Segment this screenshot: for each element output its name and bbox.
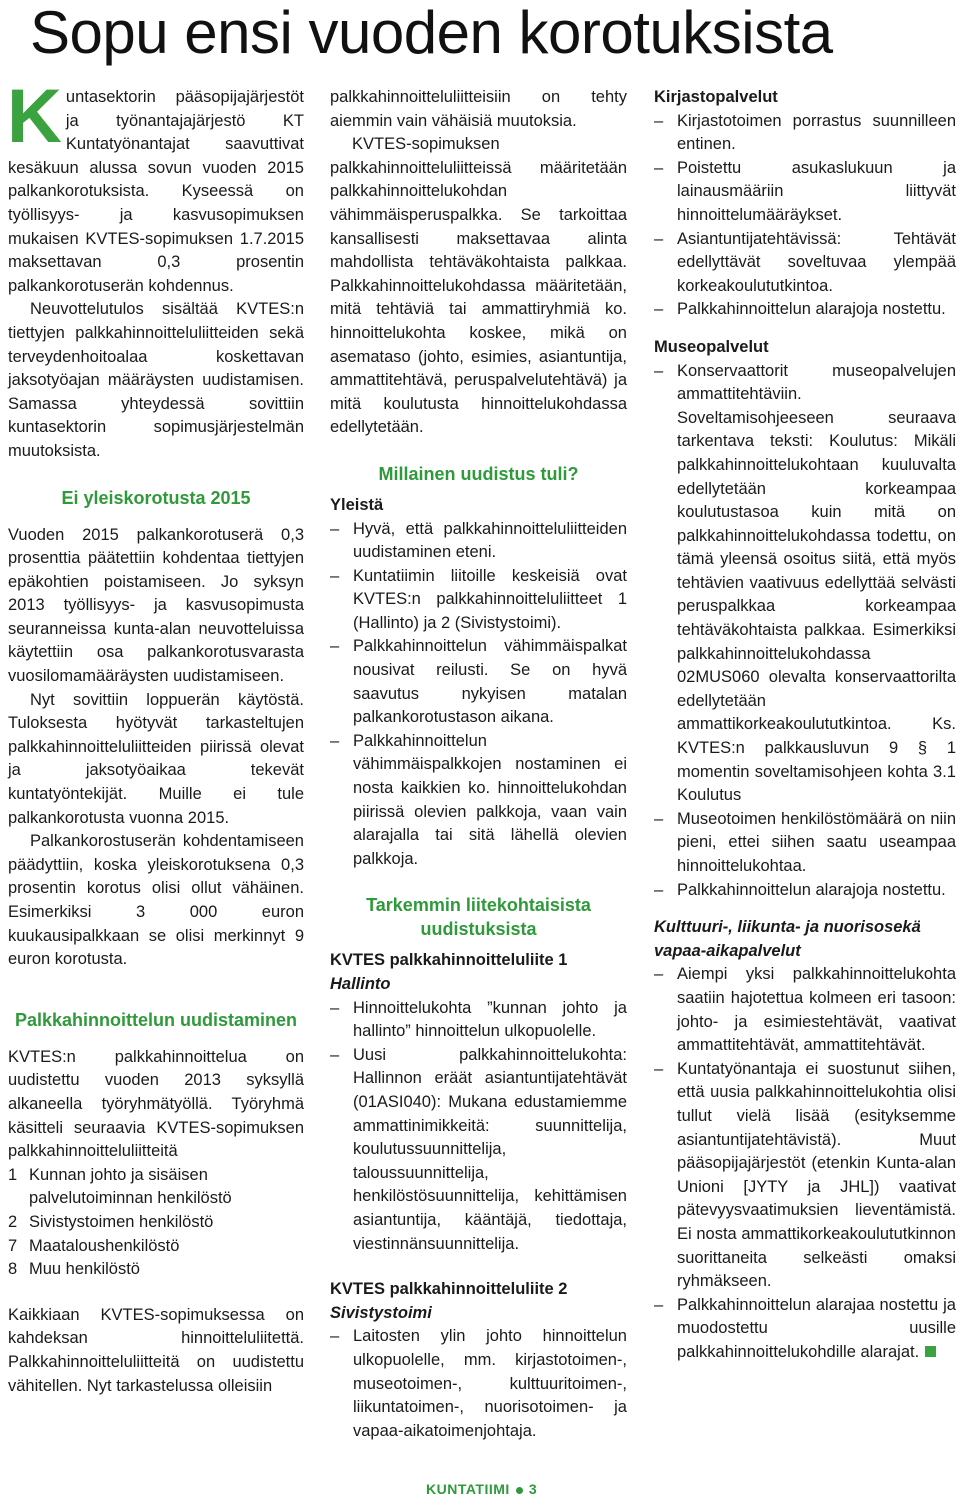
list-item: – Palkkahinnoittelun vähimmäispalkkojen nostaminen ei nosta kaikkien ko. hinnoittelukohdan piirissä olevien palkkoja, vaan vain alarajalla tai sitä lähellä olevien palkkoja. xyxy=(330,731,627,868)
subheading-uudistus: Millainen uudistus tuli? xyxy=(378,463,579,484)
intro-text: untasektorin pääsopijajärjestöt ja työnantajajärjestö KT Kuntatyönantajat saavuttivat kesäkuun alussa sovun vuoden 2015 palkankorotuksista. Kyseessä on työllisyys- ja kasvusopimuksen mukaisen KVTES-sopimuksen 1.7.2015 maksettavan 0,3 prosentin palkankorotuserän kohdennus. xyxy=(8,88,304,295)
paragraph: Palkankorostuserän kohdentamiseen päädyttiin, koska yleiskorotuksena 0,3 prosentin korotus olisi ollut vähäinen. Esimerkiksi 3 000 euron kuukausipalkkaan se olisi merkinnyt 9 euron korotusta. xyxy=(8,832,304,969)
list-item: – Asiantuntijatehtävissä: Tehtävät edellyttävät soveltuvaa ylempää korkeakoulututkintoa. xyxy=(654,229,956,295)
page-footer xyxy=(426,1481,537,1497)
section-heading-kirjasto: Kirjastopalvelut xyxy=(654,88,778,106)
paragraph: Kaikkiaan KVTES-sopimuksessa on kahdeksan hinnoitteluliitettä. Palkkahinnoitteluliitteitä on uudistettu vähitellen. Nyt tarkastelussa olleisiin xyxy=(8,1305,304,1395)
list-item: – Aiempi yksi palkkahinnoittelukohta saatiin hajotettua kolmeen eri tasoon: johto- ja esimiestehtävät, vaativat ammattitehtävät, ammattitehtävät. xyxy=(654,965,956,1055)
list-item: 8 Muu henkilöstö xyxy=(8,1260,140,1279)
list-item: – Museotoimen henkilöstömäärä on niin pieni, ettei siihen saatu useampaa hinnoittelukohtaa. xyxy=(654,809,956,875)
section-subheading-hallinto: Hallinto xyxy=(330,975,391,993)
column-3 xyxy=(654,86,956,1364)
page-number: 3 xyxy=(528,1481,538,1497)
list-item: 1 Kunnan johto ja sisäisen palvelutoiminnan henkilöstö xyxy=(8,1165,232,1208)
bullet-dot-icon xyxy=(516,1487,523,1494)
section-heading-kulttuuri: Kulttuuri-, liikunta- ja nuorisosekä vapaa-aikapalvelut xyxy=(654,918,921,960)
list-item: – Palkkahinnoittelun vähimmäispalkat nousivat reilusti. Se on hyvä saavutus nykyisen matalan palkankorotustason aikana. xyxy=(330,637,627,727)
intro-paragraph xyxy=(7,74,304,298)
list-item: – Palkkahinnoittelun alarajoja nostettu. xyxy=(654,880,946,899)
page-title: Sopu ensi vuoden korotuksista xyxy=(30,0,833,66)
list-item: – Kuntatyönantaja ei suostunut siihen, että uusia palkkahinnoittelukohtia olisi tullut vielä lisää (esityksemme asiantuntijatehtävistä). Muut pääsopijajärjestöt (etenkin Kunta-alan Unioni [JYTY ja JHL]) vaativat pätevyysvaatimuksien lieventämistä. Ei nosta ammattikorkeakoulututkinnon suorittaneita selkeästi omaksi ryhmäkseen. xyxy=(654,1059,956,1291)
subheading-yleiskorotus: Ei yleiskorotusta 2015 xyxy=(61,487,251,508)
list-item: – Palkkahinnoittelun alarajaa nostettu ja muodostettu uusille palkkahinnoittelukohdille alarajat. xyxy=(654,1295,956,1361)
column-1 xyxy=(7,74,304,1398)
list-item: 7 Maataloushenkilöstö xyxy=(8,1236,180,1255)
list-item: – Konservaattorit museopalvelujen ammattitehtäviin. Soveltamisohjeeseen seuraava tarkentava teksti: Koulutus: Mikäli palkkahinnoittelukohtaan kuuluvalta edellytetään korkeampaa koulutustasoa kuin mitä on palkkahinnoittelukohdassa todettu, on tämä yleensä osoitus siitä, että myös tehtävien vaativuus edellyttää selvästi peruspalkkaa korkeampaa tehtäväkohtaista palkkaa. Esimerkiksi palkkahinnoittelukohdassa 02MUS060 olevalta konservaattorilta edellytetään ammattikorkeakoulututkintoa. Ks. KVTES:n palkkausluvun 9 § 1 momentin soveltamisohjeen kohta 3.1 Koulutus xyxy=(654,361,956,805)
paragraph: Nyt sovittiin loppuerän käytöstä. Tuloksesta hyötyvät tarkasteltujen palkkahinnoitteluliitteiden piirissä olevat ja jaksotyöaikaa tekevät kuntatyöntekijät. Muille ei tule palkankorotusta vuonna 2015. xyxy=(8,690,304,827)
paragraph: KVTES-sopimuksen palkkahinnoitteluliitteissä määritetään palkkahinnoittelukohdan vähimmäisperuspalkka. Se tarkoittaa kansallisesti maksettavaa alinta mahdollista tehtäväkohtaista palkkaa. Palkkahinnoittelukohdassa määritetään, mitä tehtäviä tai ammattiryhmiä ko. hinnoittelukohta koskee, mikä on asemataso (johto, esimies, asiantuntija, ammattitehtävä, peruspalvelutehtävä) ja mitä koulutusta hinnoittelukohdassa edellytetään. xyxy=(330,135,627,437)
end-mark-icon xyxy=(925,1346,936,1357)
list-item: – Hyvä, että palkkahinnoitteluliitteiden uudistaminen eteni. xyxy=(330,519,627,562)
paragraph: KVTES:n palkkahinnoittelua on uudistettu vuoden 2013 syksyllä alkaneella työryhmätyöllä. Työryhmä käsitteli seuraavia KVTES-sopimuksen palkkahinnoitteluliitteitä xyxy=(8,1047,304,1161)
section-heading-museo: Museopalvelut xyxy=(654,337,769,356)
paragraph: palkkahinnoitteluliitteisiin on tehty aiemmin vain vähäisiä muutoksia. xyxy=(330,88,627,130)
list-item: 2 Sivistystoimen henkilöstö xyxy=(8,1212,214,1231)
subheading-tarkemmin: Tarkemmin liitekohtaisista uudistuksista xyxy=(366,895,591,940)
list-item: – Kirjastotoimen porrastus suunnilleen entinen. xyxy=(654,111,956,154)
drop-cap: K xyxy=(7,74,62,159)
section-subheading-sivistystoimi: Sivistystoimi xyxy=(330,1303,432,1322)
list-item: – Palkkahinnoittelun alarajoja nostettu. xyxy=(654,300,946,319)
list-item: – Laitosten ylin johto hinnoittelun ulkopuolelle, mm. kirjastotoimen-, museotoimen-, kulttuuritoimen-, liikuntatoimen-, nuorisotoimen- ja vapaa-aikatoimenjohtaja. xyxy=(330,1327,627,1440)
list-item: – Uusi palkkahinnoittelukohta: Hallinnon eräät asiantuntijatehtävät (01ASI040): Mukana edustamiemme ammattinimikkeitä: suunnittelija, koulutussuunnittelija, taloussuunnittelija, henkilöstösuunnittelija, kehittämisen asiantuntija, kääntäjä, tiedottaja, viestinnänsuunnittelija. xyxy=(330,1045,627,1253)
list-item: – Poistettu asukaslukuun ja lainausmääriin liittyvät hinnoittelumääräykset. xyxy=(654,158,956,224)
list-item: – Hinnoittelukohta ”kunnan johto ja hallinto” hinnoittelun ulkopuolelle. xyxy=(330,998,627,1041)
section-heading-liite1: KVTES palkkahinnoitteluliite 1 xyxy=(330,951,568,970)
paragraph: Neuvottelutulos sisältää KVTES:n tiettyjen palkkahinnoitteluliitteiden sekä terveydenhoitoalaa koskettavan jaksotyöajan määräysten uudistamisen. Samassa yhteydessä sovittiin kuntasektorin sopimusjärjestelmän muutoksista. xyxy=(8,300,304,460)
section-heading-liite2: KVTES palkkahinnoitteluliite 2 xyxy=(330,1280,568,1299)
section-heading-yleista: Yleistä xyxy=(330,495,384,514)
paragraph: Vuoden 2015 palkankorotuserä 0,3 prosenttia päätettiin kohdentaa tiettyjen epäkohtien poistamiseen. Jo syksyn 2013 työllisyys- ja kasvusopimusta seuranneissa kunta-alan neuvotteluissa käytettiin osa palkankorotusvarasta vuosilomamääräysten uudistamiseen. xyxy=(8,525,304,686)
list-item: – Kuntatiimin liitoille keskeisiä ovat KVTES:n palkkahinnoitteluliitteet 1 (Hallinto) ja 2 (Sivistystoimi). xyxy=(330,566,627,632)
column-2 xyxy=(330,86,627,1443)
subheading-uudistaminen: Palkkahinnoittelun uudistaminen xyxy=(14,1009,298,1030)
footer-brand: KUNTATIIMI xyxy=(426,1481,510,1497)
